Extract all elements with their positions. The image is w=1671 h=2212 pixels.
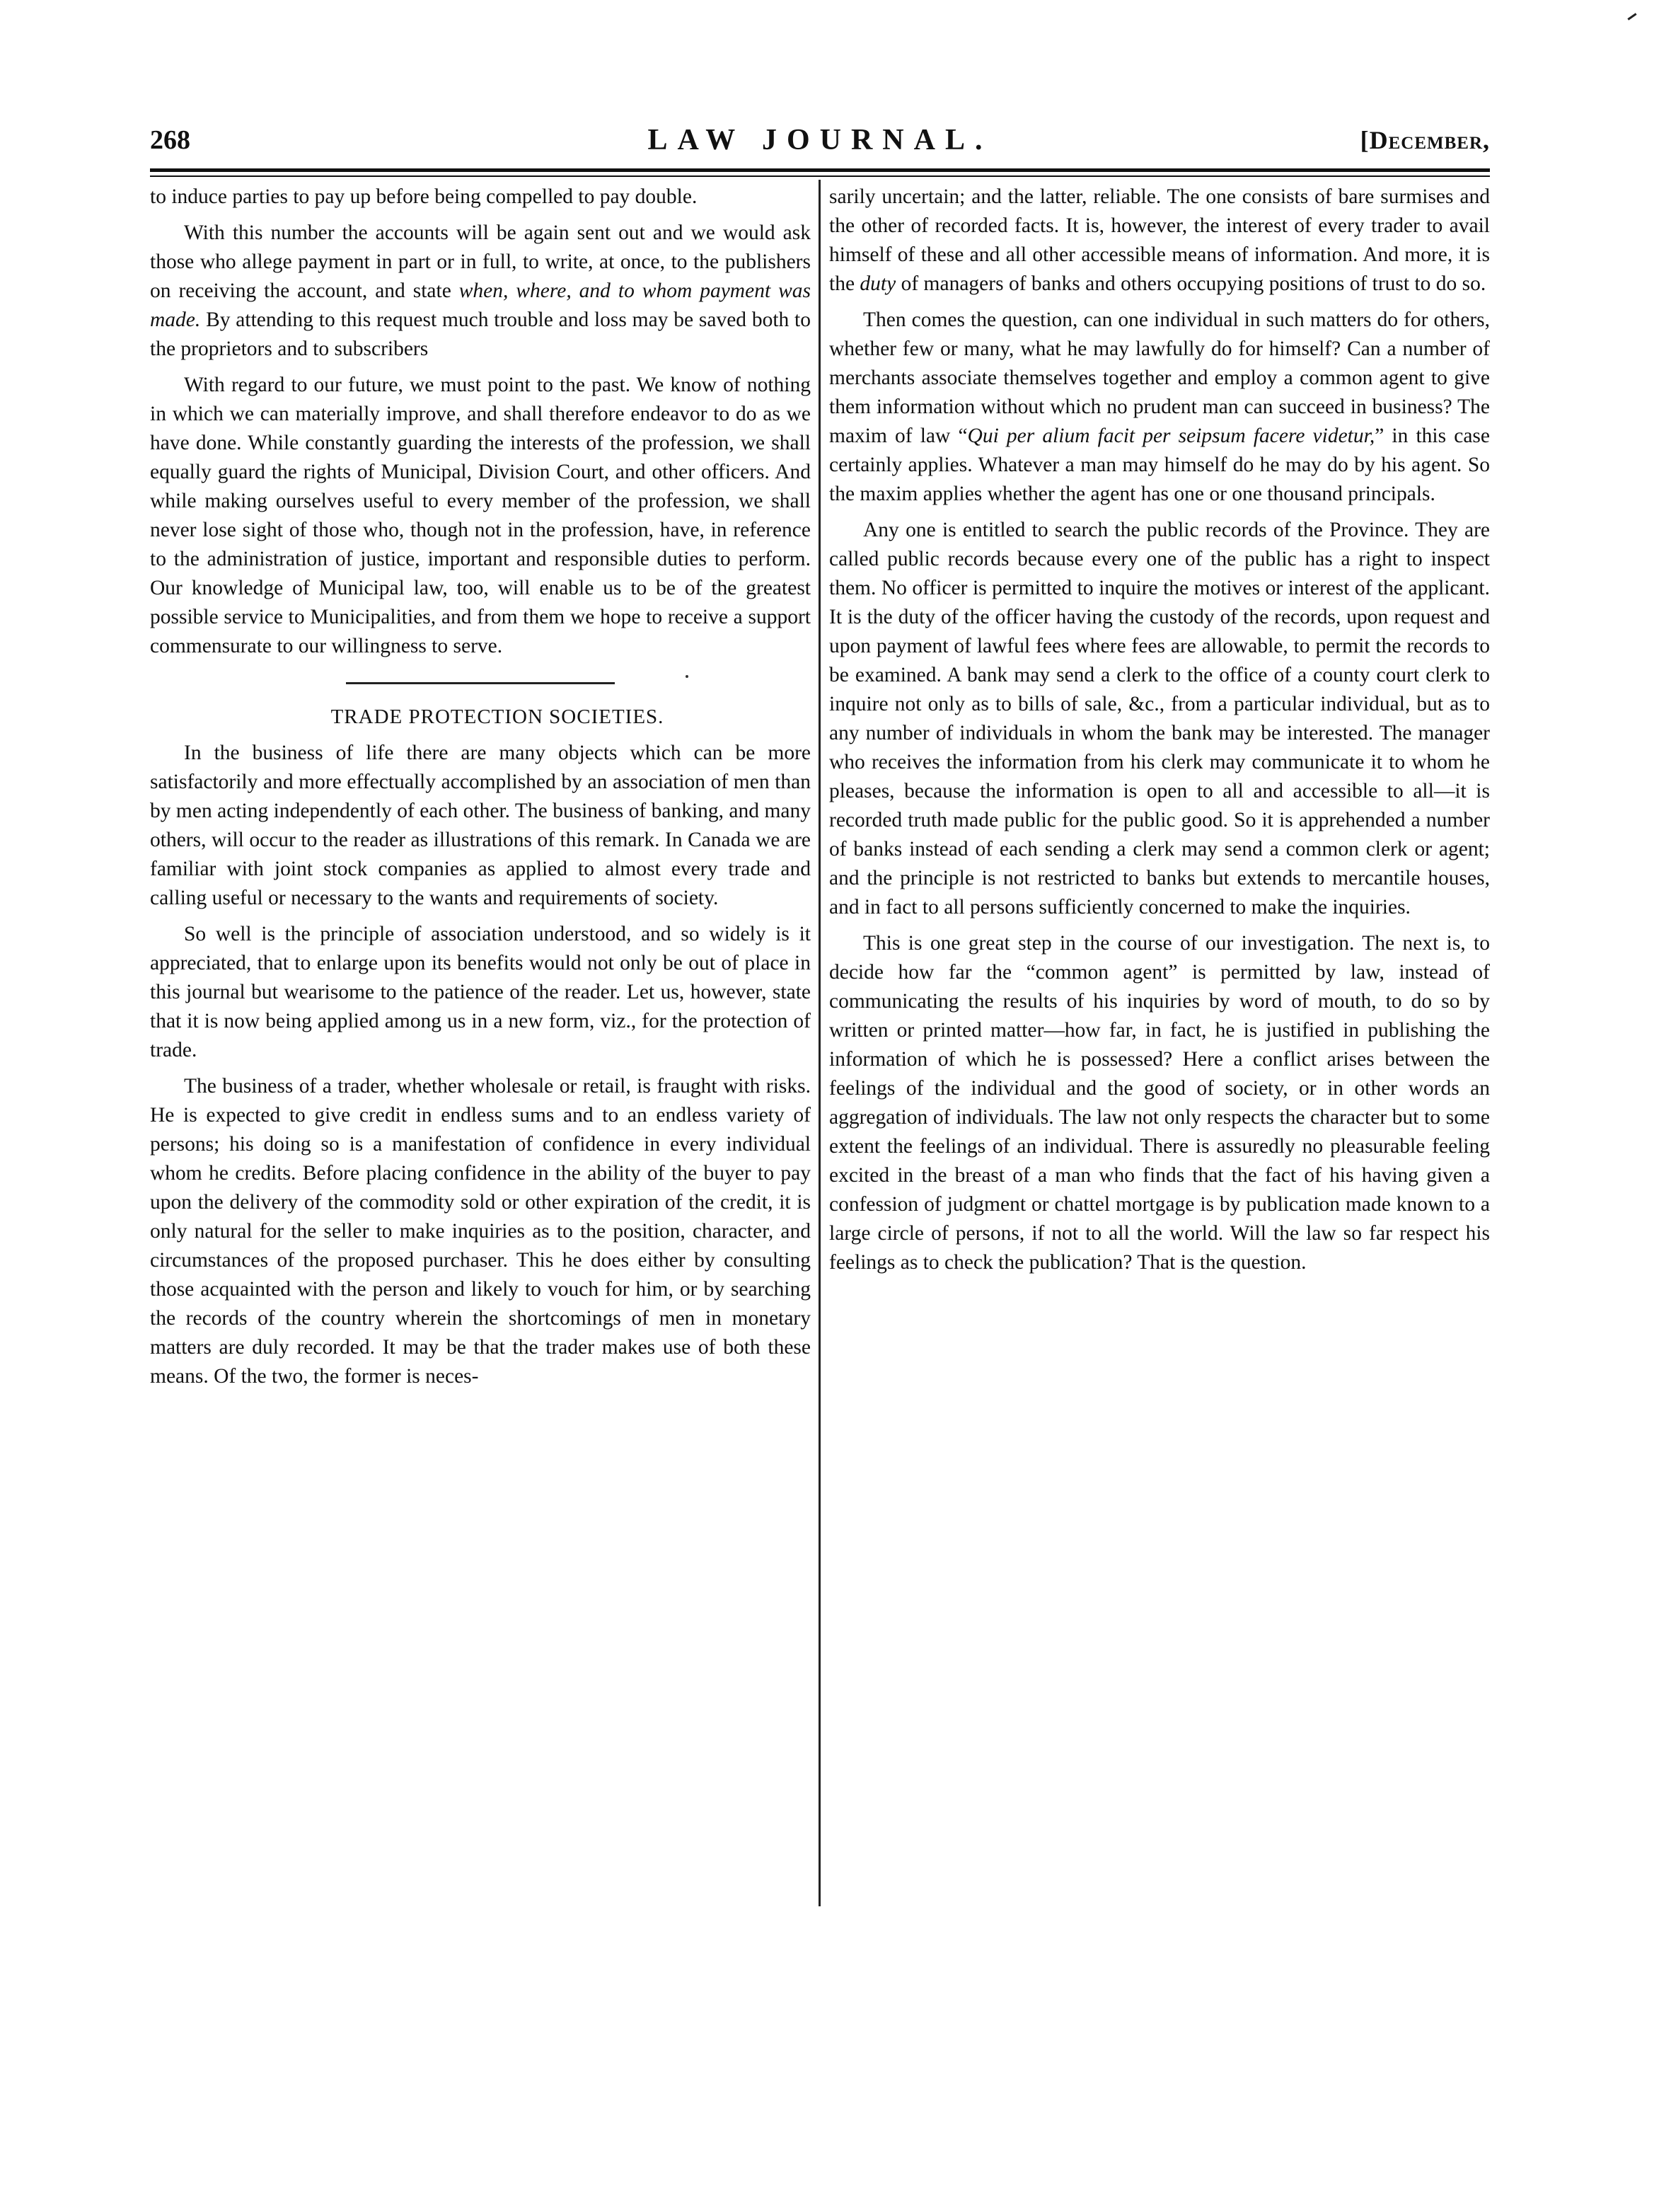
paragraph: With regard to our future, we must point to the past. We know of nothing in which we can materially improve, and shall therefore endeavor to do as we have done. While constantly guarding the interests of the profession, we shall equally guard the rights of Municipal, Division Court, and other officers. And while making ourselves useful to every member of the profession, we shall never lose sight of those who, though not in the profession, have, in reference to the administration of justice, important and responsible duties to perform. Our knowledge of Municipal law, too, will enable us to be of the greatest possible service to Municipalities, and from them we hope to receive a support commensurate to our willingness to serve.	[150, 374, 811, 657]
italic-text: duty	[860, 272, 896, 295]
paragraph: Any one is entitled to search the public records of the Province. They are called public records because every one of the public has a right to inspect them. No officer is permitted to inquire the motives or interest of the applicant. It is the duty of the officer having the custody of the records, upon request and upon payment of lawful fees where fees are allowable, to permit the records to be examined. A bank may send a clerk to the office of a county court clerk to inquire not only as to bills of sale, &c., from a particular individual, but as to any number of individuals in whom the bank may be interested. The manager who receives the information from his clerk may communicate it to whom he pleases, because the information is open to all and accessible to all—it is recorded truth made public for the public good. So it is apprehended a number of banks instead of each sending a clerk may send a common clerk or agent; and the principle is not restricted to banks but extends to mercantile houses, and in fact to all persons sufficiently concerned to make the inquiries.	[829, 519, 1490, 918]
left-column	[150, 183, 811, 1391]
margin-mark	[1627, 13, 1636, 20]
paragraph	[829, 183, 1490, 299]
paragraph-text: By attending to this request much trouble and loss may be saved both to the proprietors and to subscribers	[150, 309, 811, 360]
paragraph	[829, 306, 1490, 509]
paragraph-text: With this number the accounts will be again sent out and we would ask those who allege payment in part or in full, to write, at once, to the publishers on receiving the account, and state	[150, 221, 811, 302]
running-title: LAW JOURNAL.	[647, 124, 993, 156]
paragraph-text: of managers of banks and others occupying positions of trust to do so.	[896, 272, 1486, 295]
paragraph-text: Then comes the question, can one individual in such matters do for others, whether few or many, what he may lawfully do for himself? Can a number of merchants associate themselves together and employ a common agent to give them information without which no prudent man can succeed in business? The maxim of law “	[829, 309, 1490, 447]
paragraph-text: ” in this case certainly applies. Whatever a man may himself do he may do by his agent. So the maxim applies whether the agent has one or one thousand principals.	[829, 425, 1490, 505]
paragraph: The business of a trader, whether wholesale or retail, is fraught with risks. He is expected to give credit in endless sums and to an endless variety of persons; his doing so is a manifestation of confidence in every individual whom he credits. Before placing confidence in the ability of the buyer to pay upon the delivery of the commodity sold or other expiration of the credit, it is only natural for the seller to make inquiries as to the position, character, and circumstances of the proposed purchaser. This he does either by consulting those acquainted with the person and likely to vouch for him, or by searching the records of the country wherein the shortcomings of men in monetary matters are duly recorded. It may be that the trader makes use of both these means. Of the two, the former is neces-	[150, 1075, 811, 1388]
section-heading: TRADE PROTECTION SOCIETIES.	[330, 705, 664, 728]
running-month: [December,	[1360, 126, 1490, 154]
column-divider	[819, 180, 821, 1906]
paragraph: In the business of life there are many objects which can be more satisfactorily and more effectually accomplished by an association of men than by men acting independently of each other. The business of banking, and many others, will occur to the reader as illustrations of this remark. In Canada we are familiar with joint stock companies as applied to almost every trade and calling useful or necessary to the wants and requirements of society.	[150, 742, 811, 909]
italic-text: when, where, and to whom payment was made.	[150, 280, 811, 331]
page-number: 268	[150, 125, 190, 155]
right-column	[829, 183, 1490, 1277]
paragraph	[150, 219, 811, 364]
paragraph: This is one great step in the course of our investigation. The next is, to decide how far the “common agent” is permitted by law, instead of communicating the results of his inquiries by word of mouth, to do so by written or printed matter—how far, in fact, he is justified in publishing the information of which he is possessed? Here a conflict arises between the feelings of the individual and the good of society, or in other words an aggregation of individuals. The law not only respects the character but to some extent the feelings of an individual. There is assuredly no pleasurable feeling excited in the breast of a man who finds that the fact of his having given a confession of judgment or chattel mortgage is by publication made known to a large circle of persons, if not to all the world. Will the law so far respect his feelings as to check the publication? That is the question.	[829, 932, 1490, 1274]
divider-dot	[686, 675, 688, 678]
italic-text: Qui per alium facit per seipsum facere videtur,	[967, 425, 1375, 447]
header-rule-thin	[150, 175, 1490, 177]
page-header	[150, 119, 1490, 161]
paragraph-text: sarily uncertain; and the latter, reliable. The one consists of bare surmises and the other of recorded facts. It is, however, the interest of every trader to avail himself of these and all other accessible means of information. And more, it is the	[829, 185, 1490, 295]
paragraph: to induce parties to pay up before being compelled to pay double.	[150, 185, 698, 208]
header-rule-thick	[150, 168, 1490, 172]
section-divider	[346, 682, 615, 684]
paragraph: So well is the principle of association understood, and so widely is it appreciated, that to enlarge upon its benefits would not only be out of place in this journal but wearisome to the patience of the reader. Let us, however, state that it is now being applied among us in a new form, viz., for the protection of trade.	[150, 923, 811, 1061]
